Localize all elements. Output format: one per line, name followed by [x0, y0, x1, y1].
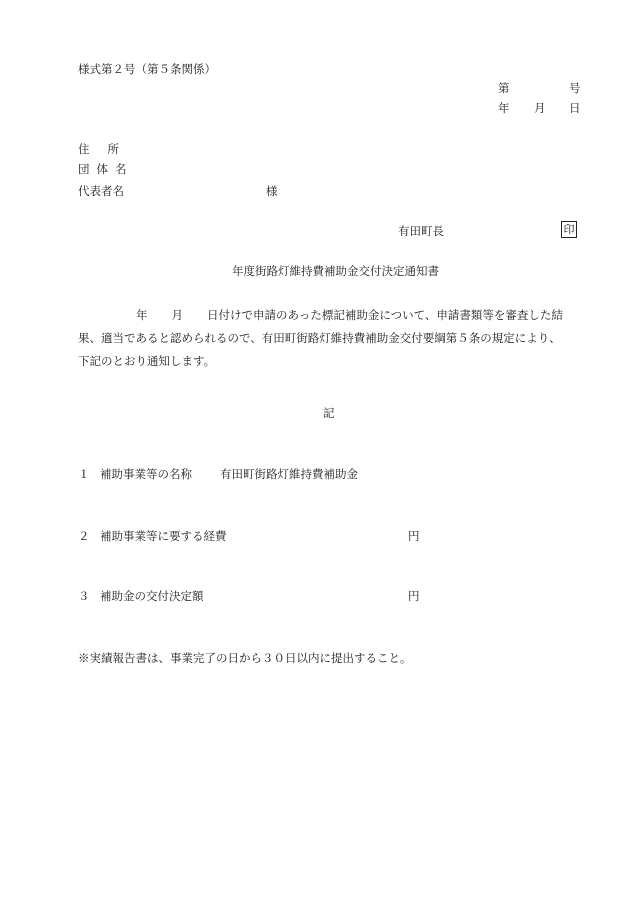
ki-heading: 記: [323, 406, 335, 420]
doc-number-prefix: 第: [498, 81, 510, 95]
footnote: ※実績報告書は、事業完了の日から３０日以内に提出すること。: [78, 651, 412, 665]
body-line-2: 果、適当であると認められるので、有田町街路灯維持費補助金交付要綱第５条の規定により、: [78, 331, 561, 345]
address-label: 住所: [78, 142, 137, 156]
document-title: 年度街路灯維持費補助金交付決定通知書: [232, 264, 439, 278]
body-year-label: 年: [136, 308, 148, 322]
item-value: 有田町街路灯維持費補助金: [220, 467, 358, 481]
body-line-3: 下記のとおり通知します。: [78, 354, 216, 368]
issuer-name: 有田町長: [398, 224, 444, 238]
organization-label: 団体名: [78, 162, 134, 176]
item-value: 円: [408, 529, 420, 543]
doc-number-suffix: 号: [569, 81, 581, 95]
item-value: 円: [408, 589, 420, 603]
form-number: 様式第２号（第５条関係）: [78, 62, 216, 76]
body-line-1-text: 日付けで申請のあった標記補助金について、申請書類等を審査した結: [207, 308, 563, 322]
body-month-label: 月: [171, 308, 183, 322]
honorific: 様: [266, 184, 278, 198]
seal-stamp: 印: [561, 221, 577, 238]
item-number: １: [78, 467, 90, 481]
date-month-label: 月: [534, 101, 546, 115]
notice-body: [78, 304, 593, 373]
item-label: 補助金の交付決定額: [100, 589, 204, 603]
item-number: ３: [78, 589, 90, 603]
item-label: 補助事業等に要する経費: [100, 529, 227, 543]
date-year-label: 年: [498, 101, 510, 115]
item-label: 補助事業等の名称: [100, 467, 192, 481]
body-line-1: [78, 304, 593, 327]
representative-label: 代表者名: [78, 184, 124, 198]
date-day-label: 日: [569, 101, 581, 115]
item-number: ２: [78, 529, 90, 543]
